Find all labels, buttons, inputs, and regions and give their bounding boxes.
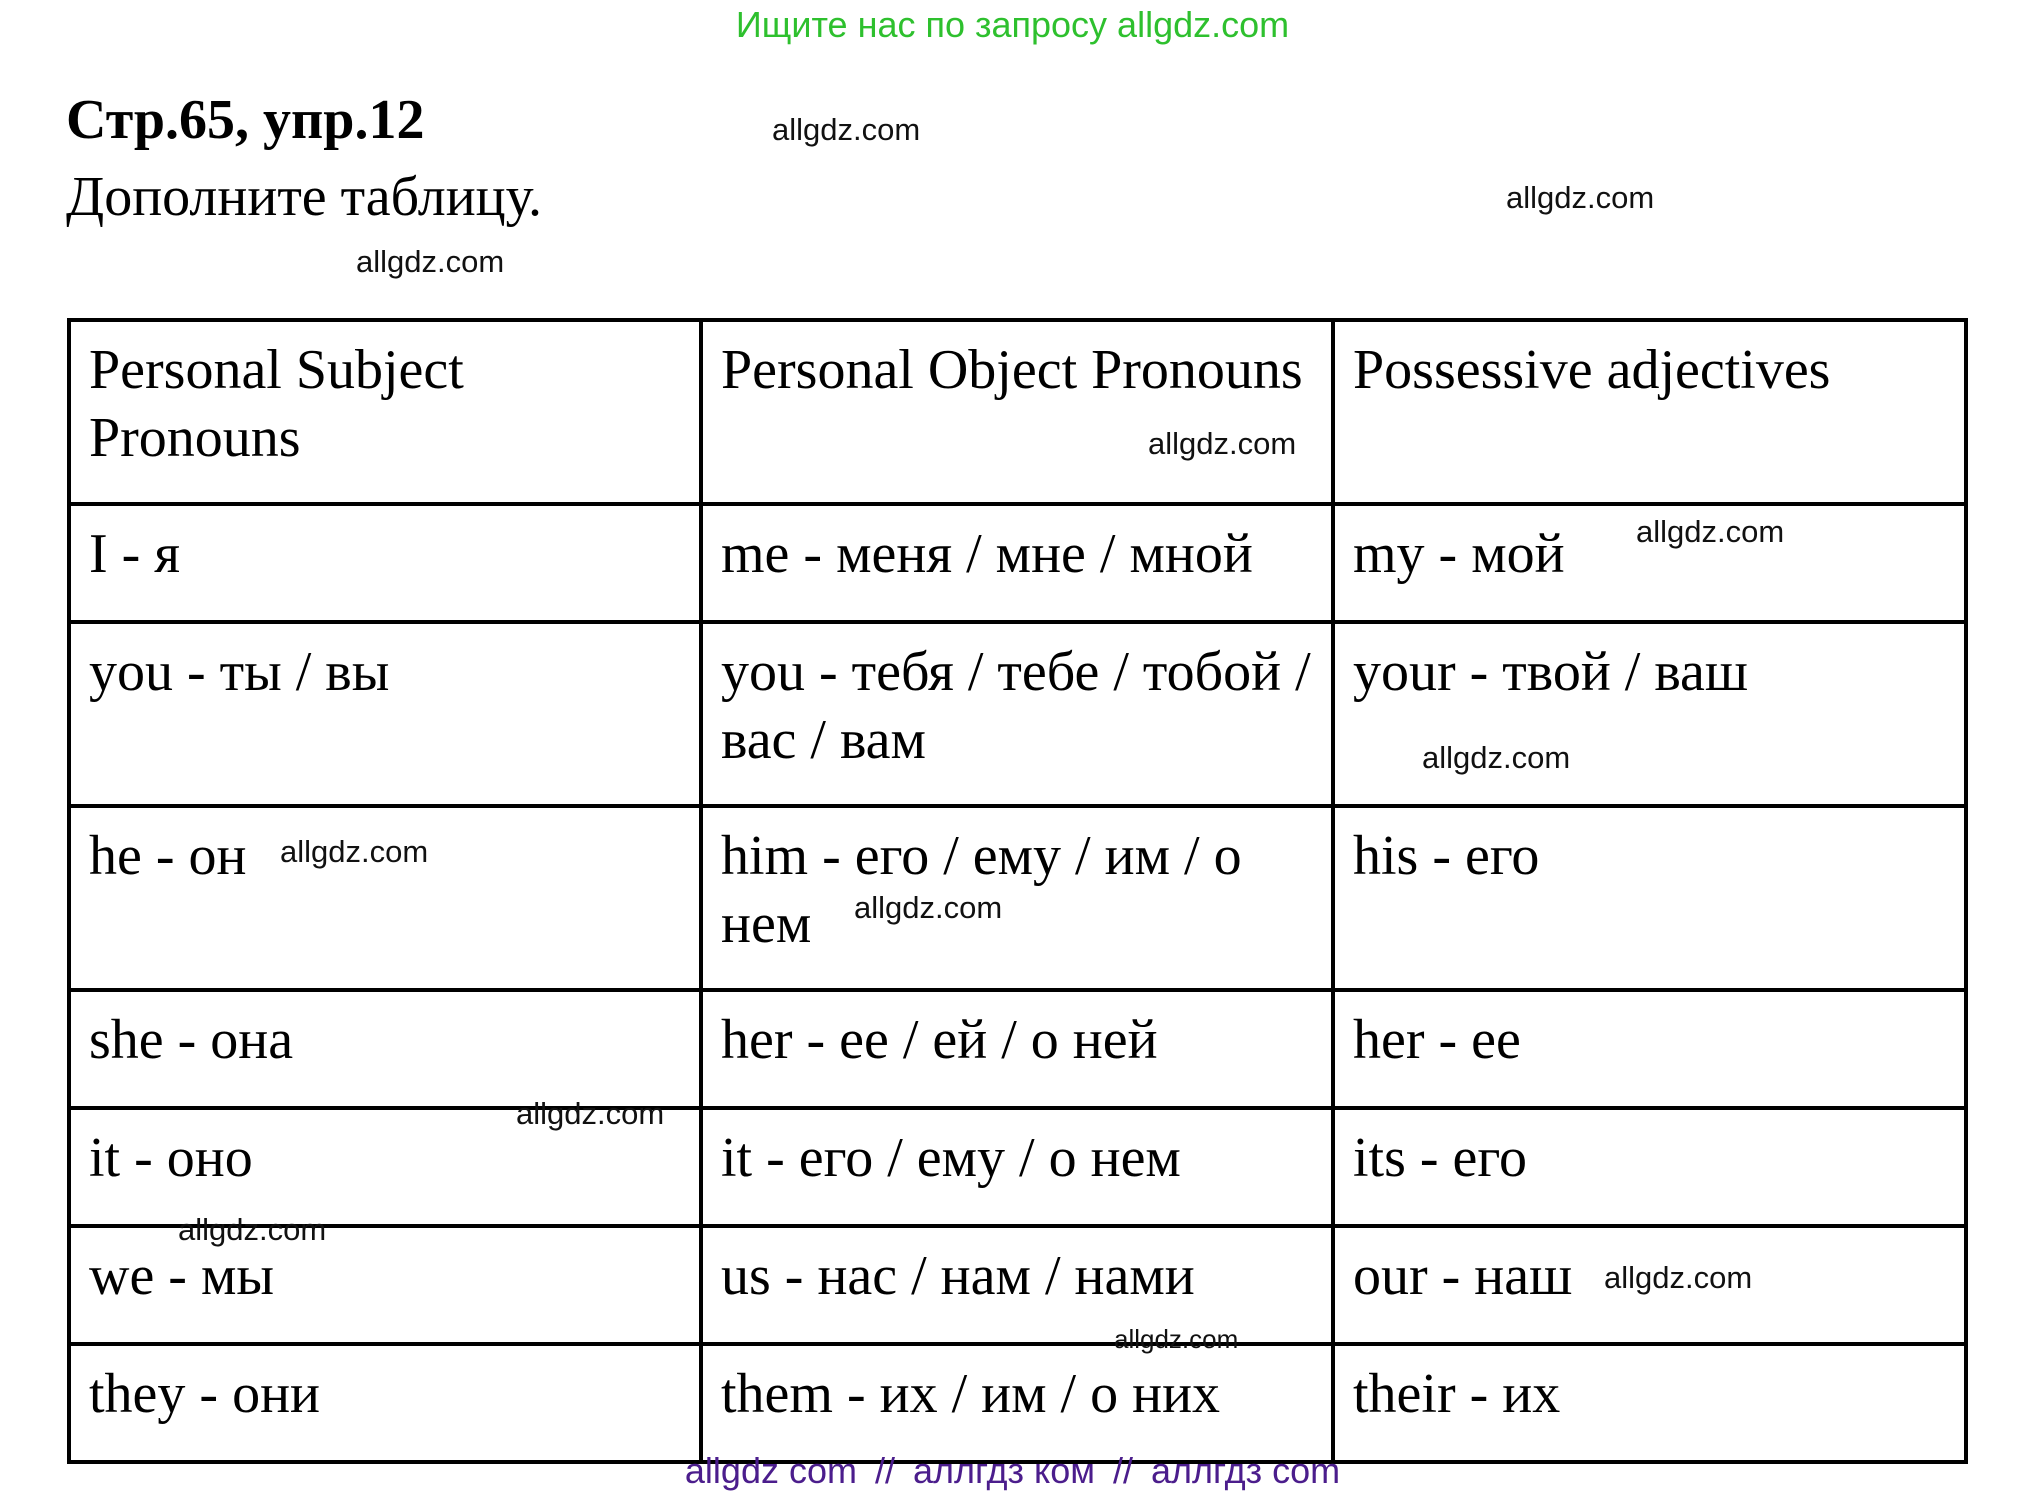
watermark: allgdz.com [1506, 180, 1655, 215]
watermark: allgdz.com [1636, 514, 1785, 549]
table-row [69, 622, 1966, 806]
object-cell: him - его / ему / им / о нем [701, 806, 1333, 990]
watermark: allgdz.com [516, 1096, 665, 1131]
footer-link[interactable]: аллгдз com [1151, 1450, 1341, 1491]
possessive-cell: her - ее [1333, 990, 1966, 1108]
subject-cell: he - он [69, 806, 701, 990]
object-cell: us - нас / нам / нами [701, 1226, 1333, 1344]
page-heading: Стр.65, упр.12 [66, 89, 425, 151]
footer-link[interactable]: allgdz com [684, 1450, 857, 1491]
table-header-row [69, 320, 1966, 504]
footer-link[interactable]: аллгдз ком [913, 1450, 1095, 1491]
subject-cell: we - мы [69, 1226, 701, 1344]
instruction-text: Дополните таблицу. [66, 166, 543, 228]
table-row [69, 990, 1966, 1108]
footer-separator: // [874, 1450, 895, 1491]
header-cell-subject: Personal Subject Pronouns [69, 320, 701, 504]
possessive-cell: its - его [1333, 1108, 1966, 1226]
watermark: allgdz.com [1148, 426, 1297, 461]
watermark: allgdz.com [1604, 1260, 1753, 1295]
header-cell-possessive: Possessive adjectives [1333, 320, 1966, 504]
object-cell: her - ее / ей / о ней [701, 990, 1333, 1108]
footer-links [0, 1450, 2025, 1491]
object-cell: you - тебя / тебе / тобой / вас / вам [701, 622, 1333, 806]
subject-cell: I - я [69, 504, 701, 622]
object-cell: me - меня / мне / мной [701, 504, 1333, 622]
possessive-cell: our - наш [1333, 1226, 1966, 1344]
subject-cell: they - они [69, 1344, 701, 1462]
watermark: allgdz.com [854, 890, 1003, 925]
watermark: allgdz.com [356, 244, 505, 279]
footer-separator: // [1113, 1450, 1134, 1491]
subject-cell: it - оно [69, 1108, 701, 1226]
object-cell: it - его / ему / о нем [701, 1108, 1333, 1226]
table-row [69, 1108, 1966, 1226]
subject-cell: you - ты / вы [69, 622, 701, 806]
object-cell: them - их / им / о них [701, 1344, 1333, 1462]
possessive-cell: my - мой [1333, 504, 1966, 622]
possessive-cell: their - их [1333, 1344, 1966, 1462]
watermark: allgdz.com [178, 1212, 327, 1247]
table-row [69, 1344, 1966, 1462]
possessive-cell: your - твой / ваш [1333, 622, 1966, 806]
header-cell-object: Personal Object Pronouns [701, 320, 1333, 504]
watermark: allgdz.com [1422, 740, 1571, 775]
watermark: allgdz.com [772, 112, 921, 147]
watermark: allgdz.com [1114, 1324, 1239, 1354]
possessive-cell: his - его [1333, 806, 1966, 990]
subject-cell: she - она [69, 990, 701, 1108]
watermark: allgdz.com [280, 834, 429, 869]
search-banner: Ищите нас по запросу allgdz.com [735, 4, 1290, 45]
